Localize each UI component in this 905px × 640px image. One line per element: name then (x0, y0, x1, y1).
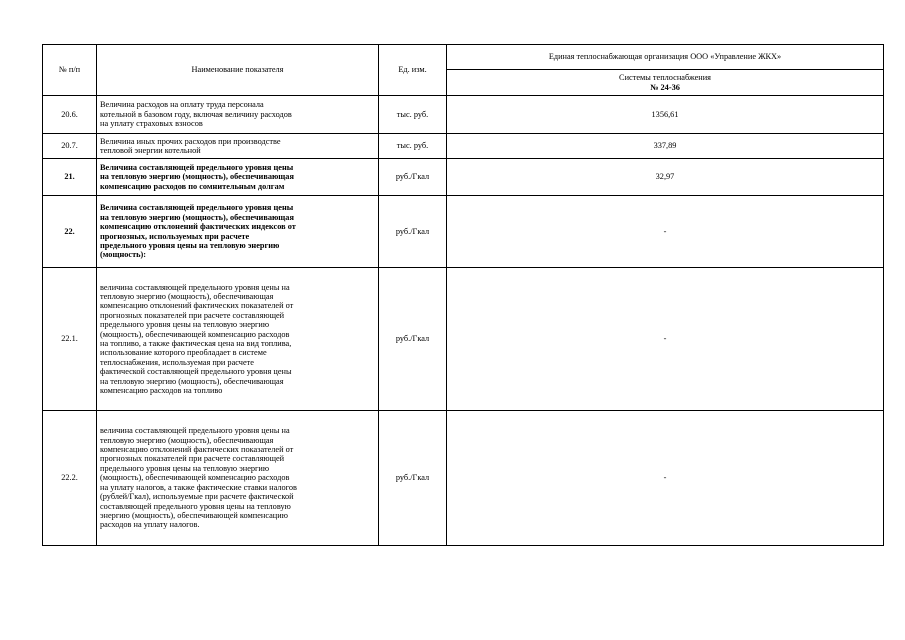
header-name: Наименование показателя (97, 45, 379, 96)
row-unit: руб./Гкал (379, 159, 447, 196)
row-name: Величина составляющей предельного уровня цены на тепловую энергию (мощность), обеспечивающая компенсацию расходов по сомнительным долгам (97, 159, 379, 196)
header-systems-line2: № 24-36 (650, 82, 680, 92)
row-unit: тыс. руб. (379, 96, 447, 134)
table-row (43, 268, 884, 411)
row-name: Величина расходов на оплату труда персонала котельной в базовом году, включая величину расходов на уплату страховых взносов (97, 96, 379, 134)
row-unit: руб./Гкал (379, 411, 447, 546)
row-value: 1356,61 (447, 96, 884, 134)
header-row (43, 45, 884, 70)
row-unit: тыс. руб. (379, 134, 447, 159)
row-name: Величина иных прочих расходов при производстве тепловой энергии котельной (97, 134, 379, 159)
row-num: 22.2. (43, 411, 97, 546)
row-name: величина составляющей предельного уровня цены на тепловую энергию (мощность), обеспечивающая компенсацию отклонений фактических показателей от прогнозных показателей при расчете составляющей предельного уровня цены на тепловую энергию (мощность), обеспечивающей компенсацию расходов на топливо, а также фактическая цена на вид топлива, использование которого преобладает в системе теплоснабжения, используемая при расчете фактической составляющей предельного уровня цены на тепловую энергию (мощность), обеспечивающая компенсацию расходов на топливо (97, 268, 379, 411)
row-value: - (447, 196, 884, 268)
tariff-table (42, 44, 884, 546)
row-name: Величина составляющей предельного уровня цены на тепловую энергию (мощность), обеспечивающая компенсацию отклонений фактических индексов от прогнозных, используемых при расчете предельного уровня цены на тепловую энергию (мощность): (97, 196, 379, 268)
row-num: 22.1. (43, 268, 97, 411)
table-row (43, 134, 884, 159)
row-value: 32,97 (447, 159, 884, 196)
row-value: - (447, 411, 884, 546)
row-num: 21. (43, 159, 97, 196)
row-num: 22. (43, 196, 97, 268)
row-num: 20.7. (43, 134, 97, 159)
table-row (43, 159, 884, 196)
header-org: Единая теплоснабжающая организация ООО «Управление ЖКХ» (447, 45, 884, 70)
table-row (43, 411, 884, 546)
row-value: - (447, 268, 884, 411)
row-unit: руб./Гкал (379, 196, 447, 268)
header-unit: Ед. изм. (379, 45, 447, 96)
row-num: 20.6. (43, 96, 97, 134)
header-num: № п/п (43, 45, 97, 96)
row-value: 337,89 (447, 134, 884, 159)
row-name: величина составляющей предельного уровня цены на тепловую энергию (мощность), обеспечивающая компенсацию отклонений фактических показателей от прогнозных показателей при расчете составляющей предельного уровня цены на тепловую энергию (мощность), обеспечивающей компенсацию расходов на уплату налогов, а также фактические ставки налогов (рублей/Гкал), используемые при расчете фактической составляющей предельного уровня цены на тепловую энергию (мощность), обеспечивающей компенсацию расходов на уплату налогов. (97, 411, 379, 546)
header-systems (447, 70, 884, 96)
row-unit: руб./Гкал (379, 268, 447, 411)
header-systems-line1: Системы теплоснабжения (619, 73, 711, 83)
table-row (43, 96, 884, 134)
table-row (43, 196, 884, 268)
